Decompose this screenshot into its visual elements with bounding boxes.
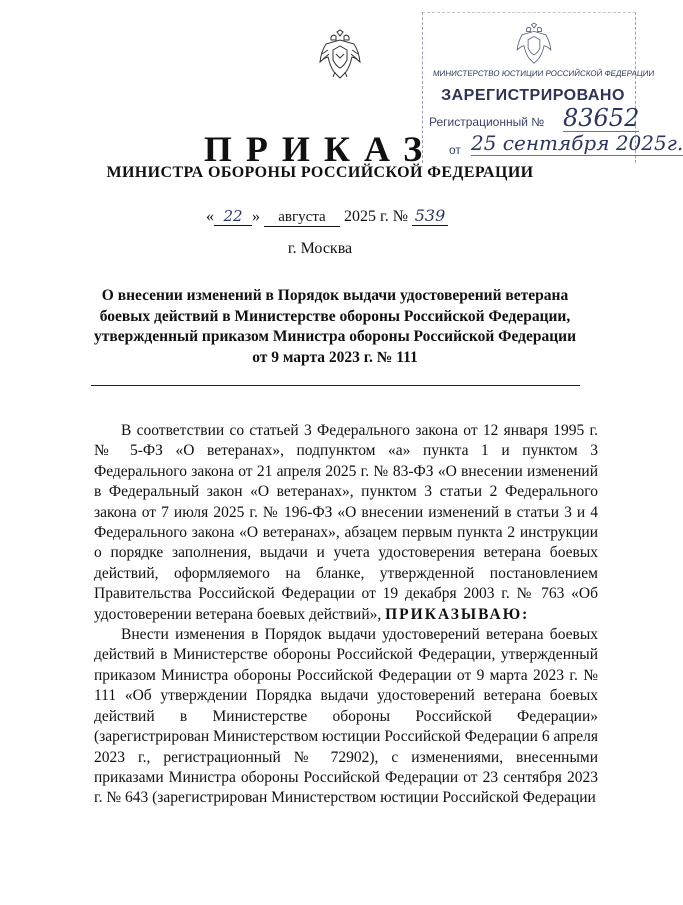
date-day: 22	[214, 207, 252, 226]
subject-divider	[91, 385, 580, 386]
body-paragraph-1-text: В соответствии со статьей 3 Федерального закона от 12 января 1995 г. № 5-ФЗ «О ветеранах», подпунктом «а» пункта 1 и пунктом 3 Федерального закона от 21 апреля 2025 г. № 83-ФЗ «О внесении изменений в Федеральный закон «О ветеранах», пунктом 3 статьи 2 Федерального закона от 7 июля 2025 г. № 196-ФЗ «О внесении изменений в статьи 3 и 4 Федерального закона «О ветеранах», абзацем первым пункта 2 инструкции о порядке заполнения, выдачи и учета удостоверения ветерана боевых действий, оформляемого на бланке, утвержденной постановлением Правительства Российской Федерации от 19 декабря 2003 г. № 763 «Об удостоверении ветерана боевых действий»,	[94, 422, 598, 623]
stamp-registered: ЗАРЕГИСТРИРОВАНО	[441, 87, 625, 104]
order-word: ПРИКАЗЫВАЮ:	[385, 605, 530, 623]
stamp-date-label: от	[449, 143, 461, 157]
date-year: 2025 г.	[344, 208, 389, 225]
order-number: 539	[412, 206, 448, 226]
stamp-regno-label: Регистрационный №	[429, 115, 545, 129]
document-title: ПРИКАЗ	[203, 129, 437, 169]
date-open-quote: «	[206, 208, 214, 225]
date-month: августа	[264, 209, 340, 227]
stamp-regno-value: 83652	[563, 104, 640, 132]
stamp-coat-of-arms-icon	[515, 23, 553, 65]
order-subject: О внесении изменений в Порядок выдачи удостоверений ветерана боевых действий в Министерстве обороны Российской Федерации, утвержденный приказом Министра обороны Российской Федерации от 9 марта 2023 г. № 111	[93, 287, 577, 366]
body-paragraph-1	[94, 421, 598, 625]
order-dateline	[206, 206, 448, 227]
city: г. Москва	[287, 240, 353, 257]
order-body	[94, 421, 598, 809]
date-close-quote: »	[252, 208, 260, 225]
body-paragraph-2: Внести изменения в Порядок выдачи удостоверений ветерана боевых действий в Министерстве обороны Российской Федерации, утвержденный приказом Министра обороны Российской Федерации от 9 марта 2023 г. № 111 «Об утверждении Порядка выдачи удостоверений ветерана боевых действий в Министерстве обороны Российской Федерации» (зарегистрирован Министерством юстиции Российской Федерации 6 апреля 2023 г., регистрационный № 72902), с изменениями, внесенными приказами Министра обороны Российской Федерации от 23 сентября 2023 г. № 643 (зарегистрирован Министерством юстиции Российской Федерации	[94, 626, 598, 807]
stamp-date-value: 25 сентября 2025г.	[471, 131, 683, 155]
issuer-line: МИНИСТРА ОБОРОНЫ РОССИЙСКОЙ ФЕДЕРАЦИИ	[106, 164, 534, 181]
order-number-label: №	[392, 208, 409, 225]
stamp-ministry: МИНИСТЕРСТВО ЮСТИЦИИ РОССИЙСКОЙ ФЕДЕРАЦИИ	[432, 69, 655, 78]
coat-of-arms-icon	[318, 30, 362, 80]
